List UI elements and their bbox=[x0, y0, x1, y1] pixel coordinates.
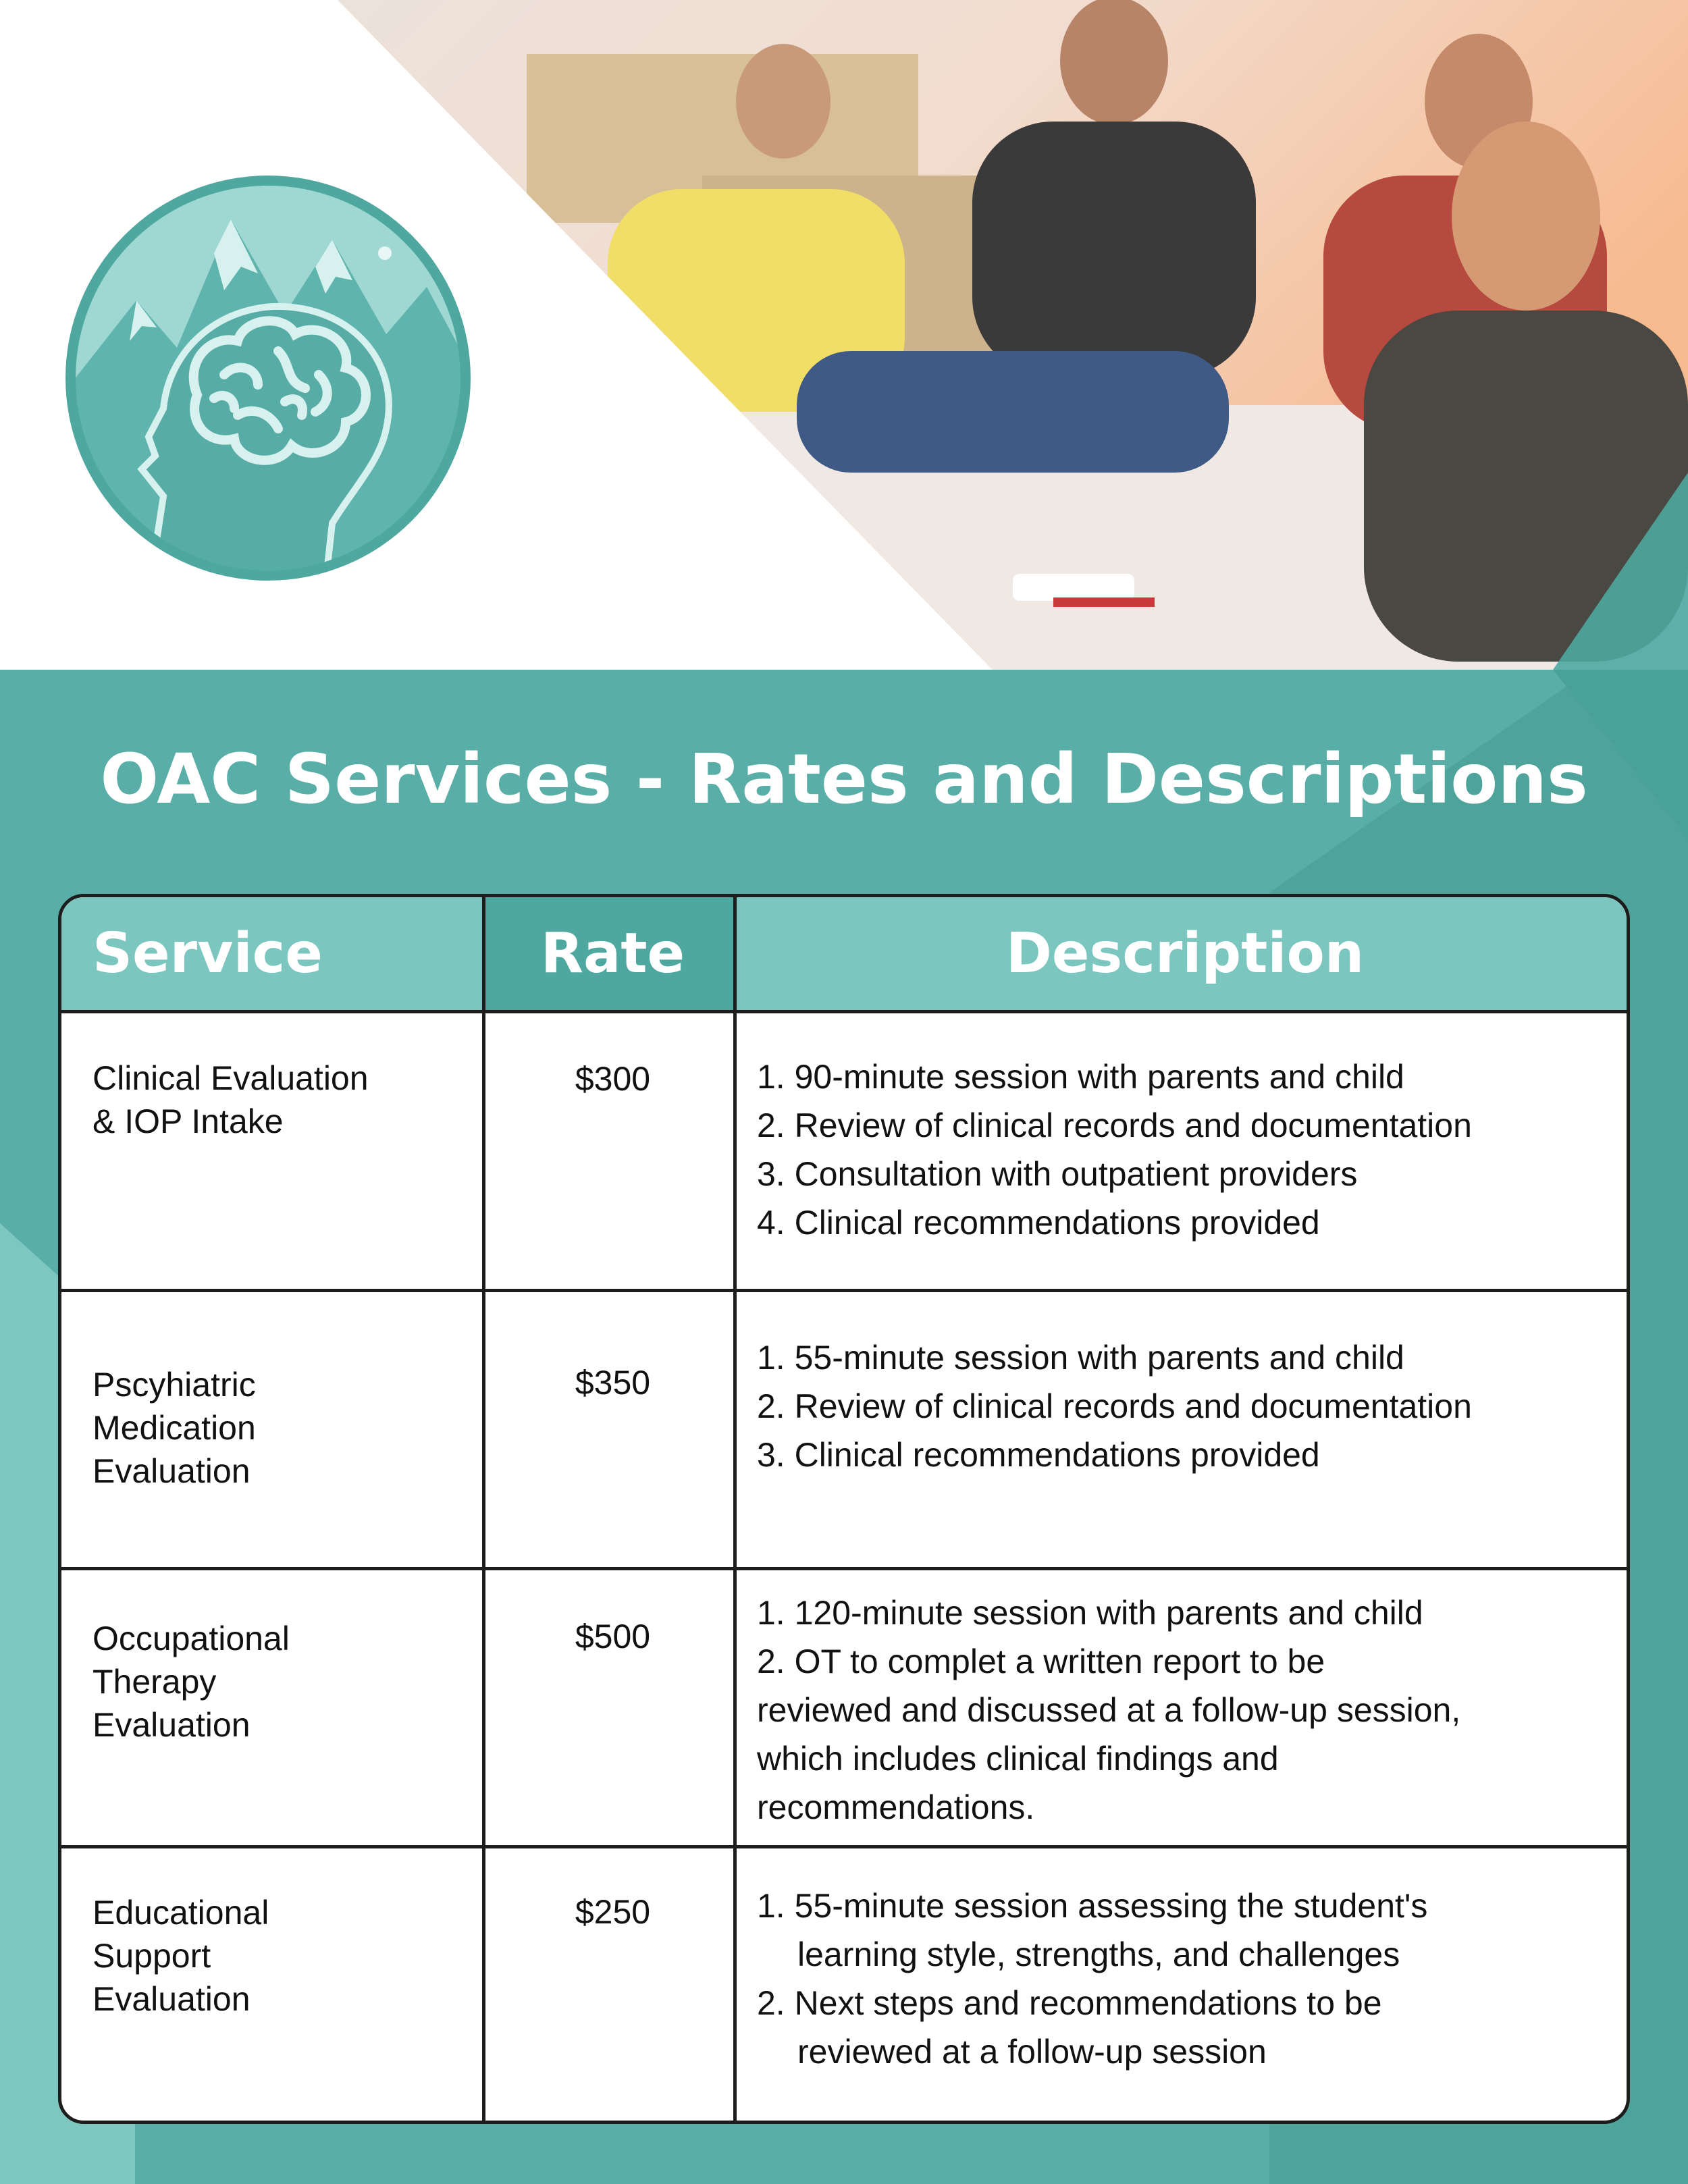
description-line: 3. Consultation with outpatient providers bbox=[757, 1155, 1358, 1193]
description-line: reviewed at a follow-up session bbox=[797, 2033, 1267, 2071]
header-service: Service bbox=[93, 922, 323, 986]
service-name bbox=[93, 1057, 457, 1143]
description-line: which includes clinical findings and bbox=[757, 1740, 1279, 1778]
description-line: 2. Review of clinical records and documentation bbox=[757, 1107, 1472, 1144]
description-line: reviewed and discussed at a follow-up session, bbox=[757, 1691, 1461, 1729]
service-line: Educational bbox=[93, 1894, 269, 1932]
description-line: 4. Clinical recommendations provided bbox=[757, 1204, 1320, 1242]
brain-mountain-logo bbox=[62, 172, 474, 584]
row-divider bbox=[61, 1289, 1627, 1292]
table-header-row bbox=[61, 897, 1627, 1013]
service-rate: $500 bbox=[575, 1618, 651, 1655]
service-line: Medication bbox=[93, 1409, 256, 1447]
description-line: recommendations. bbox=[757, 1788, 1035, 1826]
description-line: 1. 55-minute session assessing the student's bbox=[757, 1887, 1428, 1925]
description-line: 2. Next steps and recommendations to be bbox=[757, 1984, 1382, 2022]
service-rate: $300 bbox=[575, 1060, 651, 1098]
service-description bbox=[757, 1053, 1628, 1247]
description-line: 1. 55-minute session with parents and child bbox=[757, 1339, 1404, 1377]
description-line: 2. Review of clinical records and documentation bbox=[757, 1387, 1472, 1425]
service-line: Evaluation bbox=[93, 1980, 250, 2018]
service-line: Evaluation bbox=[93, 1706, 250, 1744]
service-line: & IOP Intake bbox=[93, 1102, 284, 1140]
description-line: learning style, strengths, and challenges bbox=[797, 1936, 1400, 1973]
column-divider bbox=[482, 897, 485, 2121]
service-description bbox=[757, 1882, 1628, 2076]
service-line: Therapy bbox=[93, 1663, 217, 1701]
service-line: Evaluation bbox=[93, 1452, 250, 1490]
service-line: Support bbox=[93, 1937, 211, 1975]
service-name bbox=[93, 1363, 457, 1493]
service-line: Clinical Evaluation bbox=[93, 1059, 369, 1097]
description-line: 1. 120-minute session with parents and child bbox=[757, 1594, 1423, 1632]
service-rate: $250 bbox=[575, 1893, 651, 1931]
row-divider bbox=[61, 1567, 1627, 1570]
service-line: Pscyhiatric bbox=[93, 1366, 256, 1404]
service-description bbox=[757, 1589, 1628, 1832]
service-name bbox=[93, 1891, 457, 2021]
row-divider bbox=[61, 1845, 1627, 1848]
header-region bbox=[0, 0, 1688, 670]
service-description bbox=[757, 1333, 1628, 1479]
service-line: Occupational bbox=[93, 1620, 290, 1657]
service-name bbox=[93, 1617, 457, 1747]
service-rate: $350 bbox=[575, 1364, 651, 1402]
description-line: 3. Clinical recommendations provided bbox=[757, 1436, 1320, 1474]
description-line: 2. OT to complet a written report to be bbox=[757, 1643, 1325, 1680]
header-rate: Rate bbox=[540, 922, 685, 986]
description-line: 1. 90-minute session with parents and child bbox=[757, 1058, 1404, 1096]
header-description: Description bbox=[1005, 922, 1365, 986]
rates-table bbox=[58, 894, 1630, 2124]
page-title: OAC Services - Rates and Descriptions bbox=[100, 739, 1588, 820]
